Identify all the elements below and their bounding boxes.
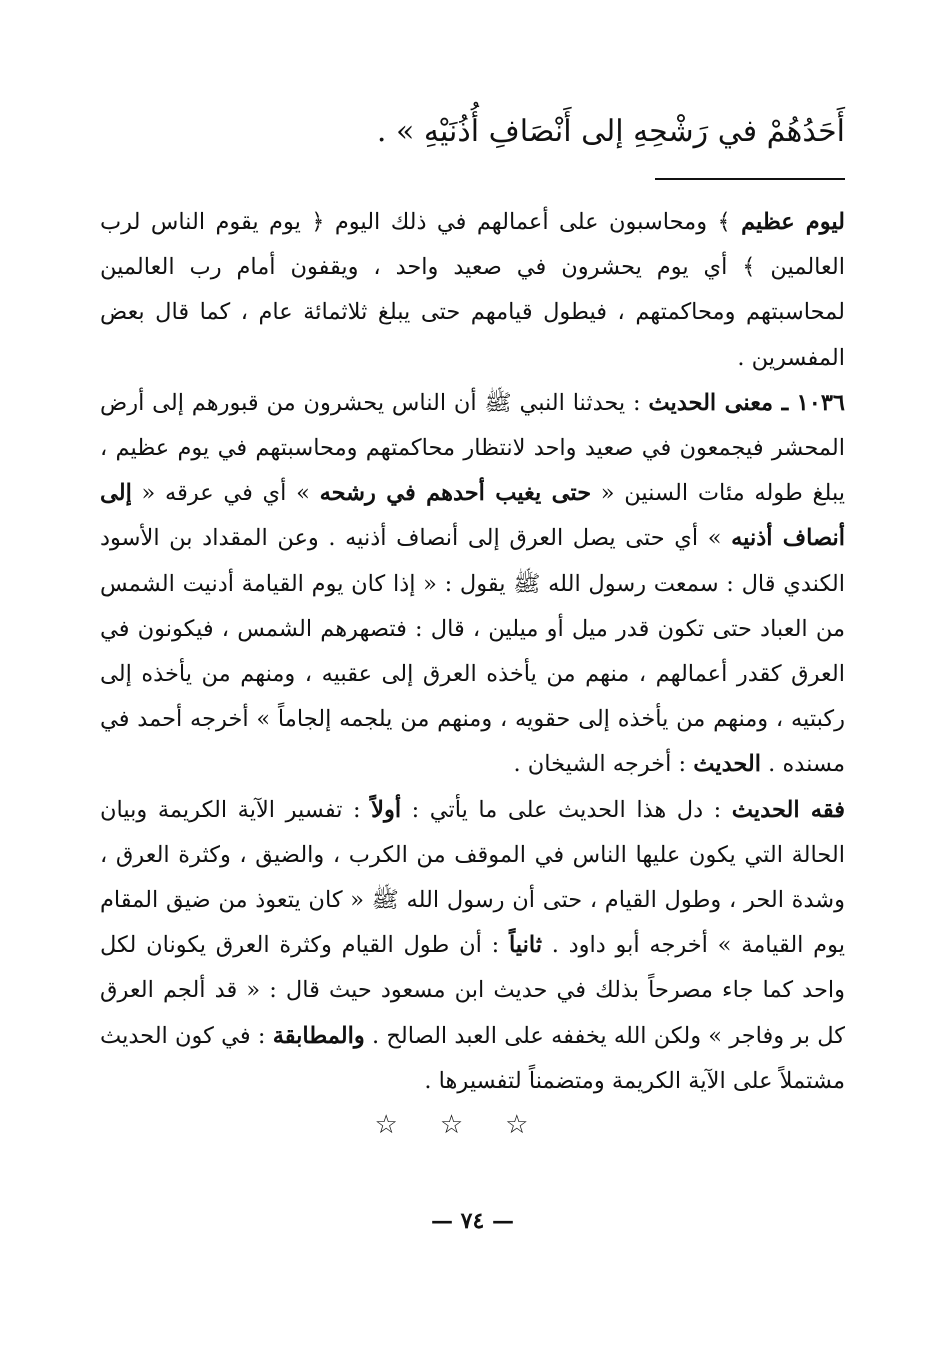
hadith-number-heading: ١٠٣٦ ـ معنى الحديث — [648, 389, 845, 416]
paragraph-text: » أي في عرقه « — [131, 480, 320, 507]
commentary-body — [100, 200, 845, 1104]
footnote-divider — [655, 178, 845, 180]
paragraph-text: : أخرجه الشيخان . — [513, 751, 694, 778]
bold-phrase: حتى يغيب أحدهم في رشحه — [319, 480, 592, 507]
paragraph-text: » أي حتى يصل العرق إلى أنصاف أذنيه . وعن المقداد بن الأسود الكندي قال : سمعت رسول الله ﷺ يقول : « إذا كان يوم القيامة أدنيت الشمس من العباد حتى تكون قدر ميل أو ميلين ، قال : فتصهرهم الشمس ، فيكونون في العرق كقدر أعمالهم ، منهم من يأخذه العرق إلى عقبيه ، ومنهم من يأخذه إلى ركبتيه ، ومنهم من يأخذه إلى حقويه ، ومنهم من يلجمه إلجاماً » أخرجه أحمد في مسنده . — [100, 525, 845, 778]
page-number: — ٧٤ — — [431, 1208, 514, 1234]
paragraph-hadith-meaning — [100, 381, 845, 788]
fiqh-heading: فقه الحديث — [731, 796, 845, 823]
bold-phrase: ليوم عظيم — [741, 209, 845, 235]
bold-phrase: ثانياً — [508, 932, 542, 959]
paragraph-text: : دل هذا الحديث على ما يأتي : — [401, 796, 732, 823]
hadith-text-continuation: أَحَدُهُمْ في رَشْحِهِ إلى أَنْصَافِ أُذُنَيْهِ » . — [376, 114, 845, 149]
bold-phrase: أولاً — [371, 796, 402, 823]
star-ornament-separator: ☆☆☆ — [374, 1110, 571, 1140]
paragraph-text: : أن طول القيام وكثرة العرق يكونان لكل واحد كما جاء مصرحاً بذلك في حديث ابن مسعود حيث قال : « قد ألجم العرق كل بر وفاجر » ولكن الله يخففه على العبد الصالح . — [100, 932, 845, 1049]
bold-phrase: الحديث — [693, 751, 762, 778]
book-page — [100, 0, 845, 1366]
bold-phrase: إلى أنصاف أذنيه — [100, 480, 845, 552]
bold-phrase: والمطابقة — [272, 1022, 365, 1049]
paragraph-hadith-fiqh — [100, 788, 845, 1104]
paragraph-text: : يحدثنا النبي ﷺ أن الناس يحشرون من قبورهم إلى أرض المحشر فيجمعون في صعيد واحد لانتظار محاكمتهم ومحاسبتهم في يوم عظيم ، يبلغ طوله مئات السنين « — [100, 389, 845, 507]
paragraph-text: ﴾ ومحاسبون على أعمالهم في ذلك اليوم ﴿ يوم يقوم الناس لرب العالمين ﴾ أي يوم يحشرون في صعيد واحد ، ويقفون أمام رب العالمين لمحاسبتهم ومحاكمتهم ، فيطول قيامهم حتى يبلغ ثلاثمائة عام ، كما قال بعض المفسرين . — [100, 209, 845, 371]
paragraph-verse-explanation — [100, 200, 845, 381]
paragraph-text: : في كون الحديث مشتملاً على الآية الكريمة ومتضمناً لتفسيرها . — [100, 1022, 845, 1094]
paragraph-text: : تفسير الآية الكريمة وبيان الحالة التي يكون عليها الناس في الموقف من الكرب ، والضيق ، وكثرة العرق ، وشدة الحر ، وطول القيام ، حتى أن رسول الله ﷺ « كان يتعوذ من ضيق المقام يوم القيامة » أخرجه أبو داود . — [100, 796, 845, 959]
